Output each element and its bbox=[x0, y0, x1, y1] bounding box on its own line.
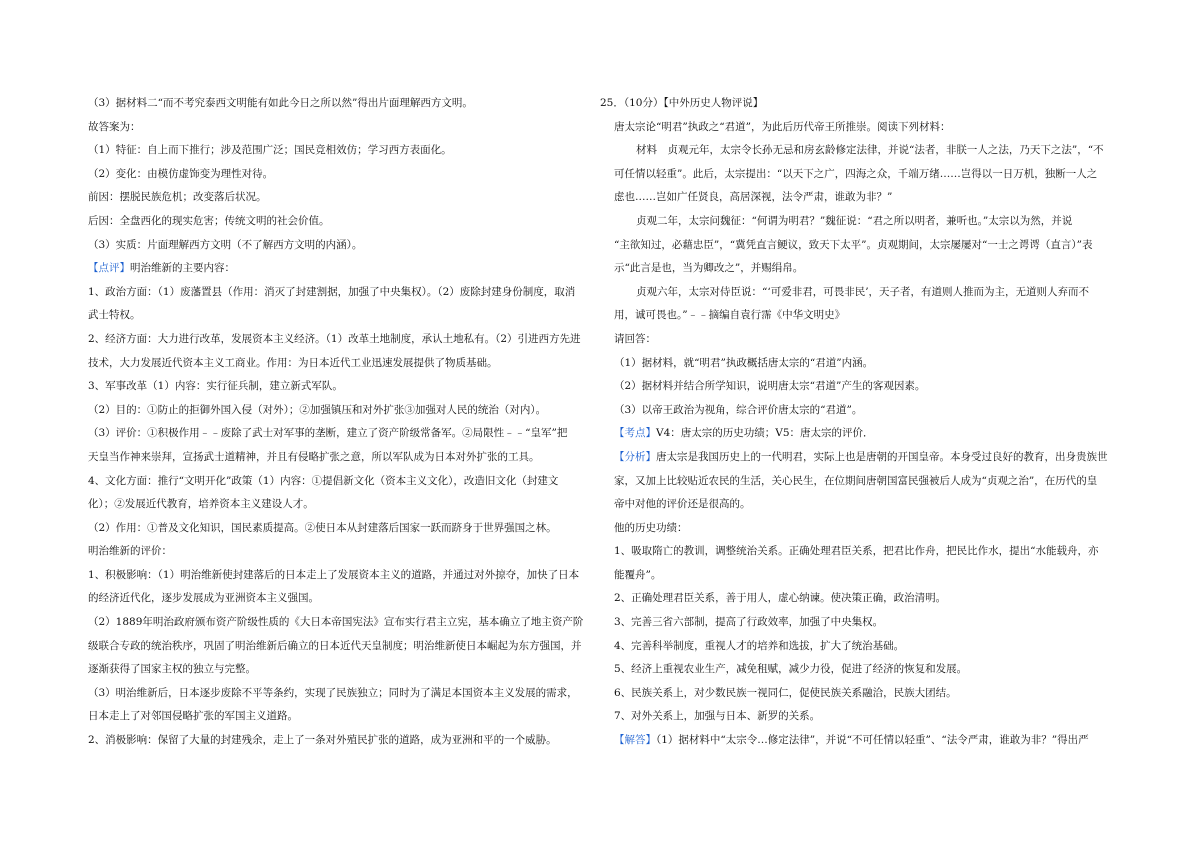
text-line bbox=[614, 658, 1124, 682]
line-text: 4、文化方面：推行“文明开化”政策（1）内容：①提倡新文化（资本主义文化），改造旧文化（封建文 bbox=[88, 474, 559, 487]
text-line bbox=[614, 611, 1124, 635]
section-tag: 【考点】 bbox=[614, 427, 656, 440]
text-line bbox=[88, 682, 593, 706]
line-text: 唐太宗论“明君”执政之“君道”，为此后历代帝王所推崇。阅读下列材料： bbox=[614, 120, 951, 133]
text-line bbox=[614, 281, 1124, 305]
text-line bbox=[614, 234, 1124, 258]
section-tag: 【点评】 bbox=[88, 262, 130, 275]
text-line bbox=[614, 540, 1124, 564]
text-line bbox=[88, 186, 593, 210]
text-line bbox=[88, 729, 593, 753]
line-text: （2）作用：①普及文化知识，国民素质提高。②使日本从封建落后国家一跃而跻身于世界强国之林。 bbox=[88, 521, 557, 534]
line-text: 用，诚可畏也。”﹣﹣摘编自袁行霈《中华文明史》 bbox=[614, 309, 846, 322]
text-line bbox=[88, 375, 593, 399]
line-text: 25．（10分）【中外历史人物评说】 bbox=[600, 97, 764, 109]
line-text: 前因：摆脱民族危机；改变落后状况。 bbox=[88, 191, 267, 204]
line-text: （2）1889年明治政府颁布资产阶级性质的《大日本帝国宪法》宣布实行君主立宪，基本确立了地主资产阶 bbox=[88, 616, 584, 629]
text-line bbox=[614, 139, 1124, 163]
line-text: 可任情以轻重”。此后，太宗提出：“以天下之广，四海之众，千端万绪……岂得以一日万机，独断一人之 bbox=[614, 167, 1098, 180]
line-text: （1）据材料，就“明君”执政概括唐太宗的“君道”内涵。 bbox=[614, 356, 874, 369]
line-text: 能覆舟”。 bbox=[614, 568, 662, 581]
text-line bbox=[88, 116, 593, 140]
text-line bbox=[614, 682, 1124, 706]
line-text: 2、经济方面：大力进行改革，发展资本主义经济。（1）改革土地制度，承认土地私有。（2）引进西方先进 bbox=[88, 332, 581, 345]
text-line bbox=[88, 257, 593, 281]
text-line bbox=[88, 635, 593, 659]
line-text: 化）；②发展近代教育，培养资本主义建设人才。 bbox=[88, 498, 314, 511]
line-text: 5、经济上重视农业生产，减免租赋，减少力役，促进了经济的恢复和发展。 bbox=[614, 663, 968, 676]
text-line bbox=[88, 446, 593, 470]
line-text: 家，又加上比较贴近农民的生活，关心民生，在位期间唐朝国富民强被后人成为“贞观之治”，在历代的皇 bbox=[614, 474, 1098, 487]
line-text: 2、消极影响：保留了大量的封建残余，走上了一条对外殖民扩张的道路，成为亚洲和平的一个威胁。 bbox=[88, 734, 557, 747]
line-text: 他的历史功绩： bbox=[614, 521, 688, 534]
text-line bbox=[614, 587, 1124, 611]
section-tag: 【解答】 bbox=[614, 734, 656, 747]
text-line bbox=[614, 517, 1124, 541]
line-text: 明治维新的主要内容： bbox=[130, 262, 235, 275]
text-line bbox=[614, 375, 1124, 399]
line-text: （3）明治维新后，日本逐步废除不平等条约，实现了民族独立；同时为了满足本国资本主义发展的需求， bbox=[88, 686, 578, 699]
left-column bbox=[88, 92, 593, 753]
text-line bbox=[88, 611, 593, 635]
text-line bbox=[614, 493, 1124, 517]
line-text: “主欲知过，必藉忠臣”，“冀凭直言鲠议，致天下太平”。贞观期间，太宗屡屡对“一士之谔谔（直言）”表 bbox=[614, 238, 1093, 251]
text-line bbox=[614, 399, 1124, 423]
line-text: 请回答： bbox=[614, 332, 656, 345]
text-line bbox=[614, 257, 1124, 281]
text-line bbox=[88, 422, 593, 446]
text-line bbox=[88, 328, 593, 352]
line-text: V4：唐太宗的历史功绩；V5：唐太宗的评价． bbox=[656, 427, 874, 440]
text-line bbox=[614, 186, 1124, 210]
line-text: （3）据材料二“而不考究泰西文明能有如此今日之所以然”得出片面理解西方文明。 bbox=[88, 97, 473, 109]
text-line bbox=[88, 517, 593, 541]
text-line bbox=[88, 92, 593, 116]
text-line bbox=[614, 163, 1124, 187]
text-line bbox=[614, 422, 1124, 446]
text-line bbox=[88, 540, 593, 564]
text-line bbox=[88, 399, 593, 423]
line-text: 逐渐获得了国家主权的独立与完整。 bbox=[88, 663, 256, 676]
text-line bbox=[88, 304, 593, 328]
line-text: （1）据材料中“太宗令…修定法律”，并说“不可任情以轻重”、“法令严肃，谁敢为非？”得出严 bbox=[656, 734, 1089, 747]
text-line bbox=[88, 234, 593, 258]
line-text: 1、积极影响：（1）明治维新使封建落后的日本走上了发展资本主义的道路，并通过对外掠夺，加快了日本 bbox=[88, 568, 580, 581]
line-text: 2、正确处理君臣关系，善于用人，虚心纳谏。使决策正确，政治清明。 bbox=[614, 592, 947, 605]
text-line bbox=[88, 210, 593, 234]
text-line bbox=[614, 705, 1124, 729]
section-tag: 【分析】 bbox=[614, 450, 656, 463]
text-line bbox=[88, 658, 593, 682]
line-text: 示“此言是也，当为卿改之”，并赐绢帛。 bbox=[614, 262, 804, 275]
line-text: 7、对外关系上，加强与日本、新罗的关系。 bbox=[614, 710, 821, 723]
line-text: 6、民族关系上，对少数民族一视同仁，促使民族关系融洽，民族大团结。 bbox=[614, 686, 957, 699]
line-text: （2）变化：由模仿虚饰变为理性对待。 bbox=[88, 167, 274, 180]
text-line bbox=[88, 470, 593, 494]
line-text: 4、完善科举制度，重视人才的培养和选拔，扩大了统治基础。 bbox=[614, 639, 905, 652]
line-text: 材料 贞观元年，太宗令长孙无忌和房玄龄修定法律，并说“法者，非朕一人之法，乃天下之法”，“不 bbox=[636, 144, 1104, 157]
text-line bbox=[88, 587, 593, 611]
line-text: 唐太宗是我国历史上的一代明君，实际上也是唐朝的开国皇帝。本身受过良好的教育，出身贵族世 bbox=[656, 450, 1108, 463]
line-text: 1、吸取隋亡的教训，调整统治关系。正确处理君臣关系，把君比作舟，把民比作水，提出“水能载舟，亦 bbox=[614, 545, 1099, 558]
text-line bbox=[614, 352, 1124, 376]
text-line bbox=[614, 304, 1124, 328]
line-text: 帝中对他的评价还是很高的。 bbox=[614, 498, 751, 511]
text-line bbox=[614, 328, 1124, 352]
line-text: 贞观六年，太宗对侍臣说：“‘可爱非君，可畏非民’，天子者，有道则人推而为主，无道则人弃而不 bbox=[636, 285, 1090, 298]
text-line bbox=[88, 493, 593, 517]
line-text: 1、政治方面：（1）废藩置县（作用：消灭了封建割据，加强了中央集权）。（2）废除封建身份制度，取消 bbox=[88, 285, 576, 298]
text-line bbox=[614, 635, 1124, 659]
line-text: 贞观二年，太宗问魏征：“何谓为明君？”魏征说：“君之所以明者，兼听也。”太宗以为然，并说 bbox=[636, 214, 1073, 227]
text-line bbox=[88, 281, 593, 305]
line-text: （2）据材料并结合所学知识，说明唐太宗“君道”产生的客观因素。 bbox=[614, 380, 926, 393]
line-text: （3）以帝王政治为视角，综合评价唐太宗的“君道”。 bbox=[614, 403, 863, 416]
line-text: 武士特权。 bbox=[88, 309, 141, 322]
text-line bbox=[614, 470, 1124, 494]
text-line bbox=[614, 446, 1124, 470]
text-line bbox=[614, 564, 1124, 588]
line-text: （3）评价：①积极作用﹣﹣废除了武士对军事的垄断，建立了资产阶级常备军。②局限性﹣﹣“皇军”把 bbox=[88, 427, 568, 440]
text-line bbox=[88, 352, 593, 376]
line-text: 故答案为： bbox=[88, 120, 141, 133]
line-text: 3、军事改革（1）内容：实行征兵制，建立新式军队。 bbox=[88, 380, 343, 393]
line-text: 虑也……岂如广任贤良，高居深视，法令严肃，谁敢为非？” bbox=[614, 191, 893, 204]
text-line bbox=[88, 564, 593, 588]
text-line bbox=[600, 92, 1124, 116]
line-text: 后因：全盘西化的现实危害；传统文明的社会价值。 bbox=[88, 214, 330, 227]
text-line bbox=[88, 705, 593, 729]
line-text: 明治维新的评价： bbox=[88, 545, 172, 558]
text-line bbox=[614, 210, 1124, 234]
text-line bbox=[614, 729, 1124, 753]
line-text: （1）特征：自上而下推行；涉及范围广泛；国民竞相效仿；学习西方表面化。 bbox=[88, 144, 452, 157]
text-line bbox=[88, 163, 593, 187]
line-text: 的经济近代化，逐步发展成为亚洲资本主义强国。 bbox=[88, 592, 319, 605]
line-text: 天皇当作神来崇拜，宣扬武士道精神，并且有侵略扩张之意，所以军队成为日本对外扩张的工具。 bbox=[88, 450, 540, 463]
line-text: 3、完善三省六部制，提高了行政效率，加强了中央集权。 bbox=[614, 616, 884, 629]
line-text: （3）实质：片面理解西方文明（不了解西方文明的内涵）。 bbox=[88, 238, 363, 251]
text-line bbox=[614, 116, 1124, 140]
text-line bbox=[88, 139, 593, 163]
line-text: （2）目的：①防止的拒御外国入侵（对外）；②加强镇压和对外扩张③加强对人民的统治（对内）。 bbox=[88, 403, 547, 416]
line-text: 日本走上了对邻国侵略扩张的军国主义道路。 bbox=[88, 710, 298, 723]
line-text: 级联合专政的统治秩序，巩固了明治维新后确立的日本近代天皇制度；明治维新使日本崛起为东方强国，并 bbox=[88, 639, 582, 652]
line-text: 技术，大力发展近代资本主义工商业。作用：为日本近代工业迅速发展提供了物质基础。 bbox=[88, 356, 498, 369]
right-column bbox=[600, 92, 1124, 753]
